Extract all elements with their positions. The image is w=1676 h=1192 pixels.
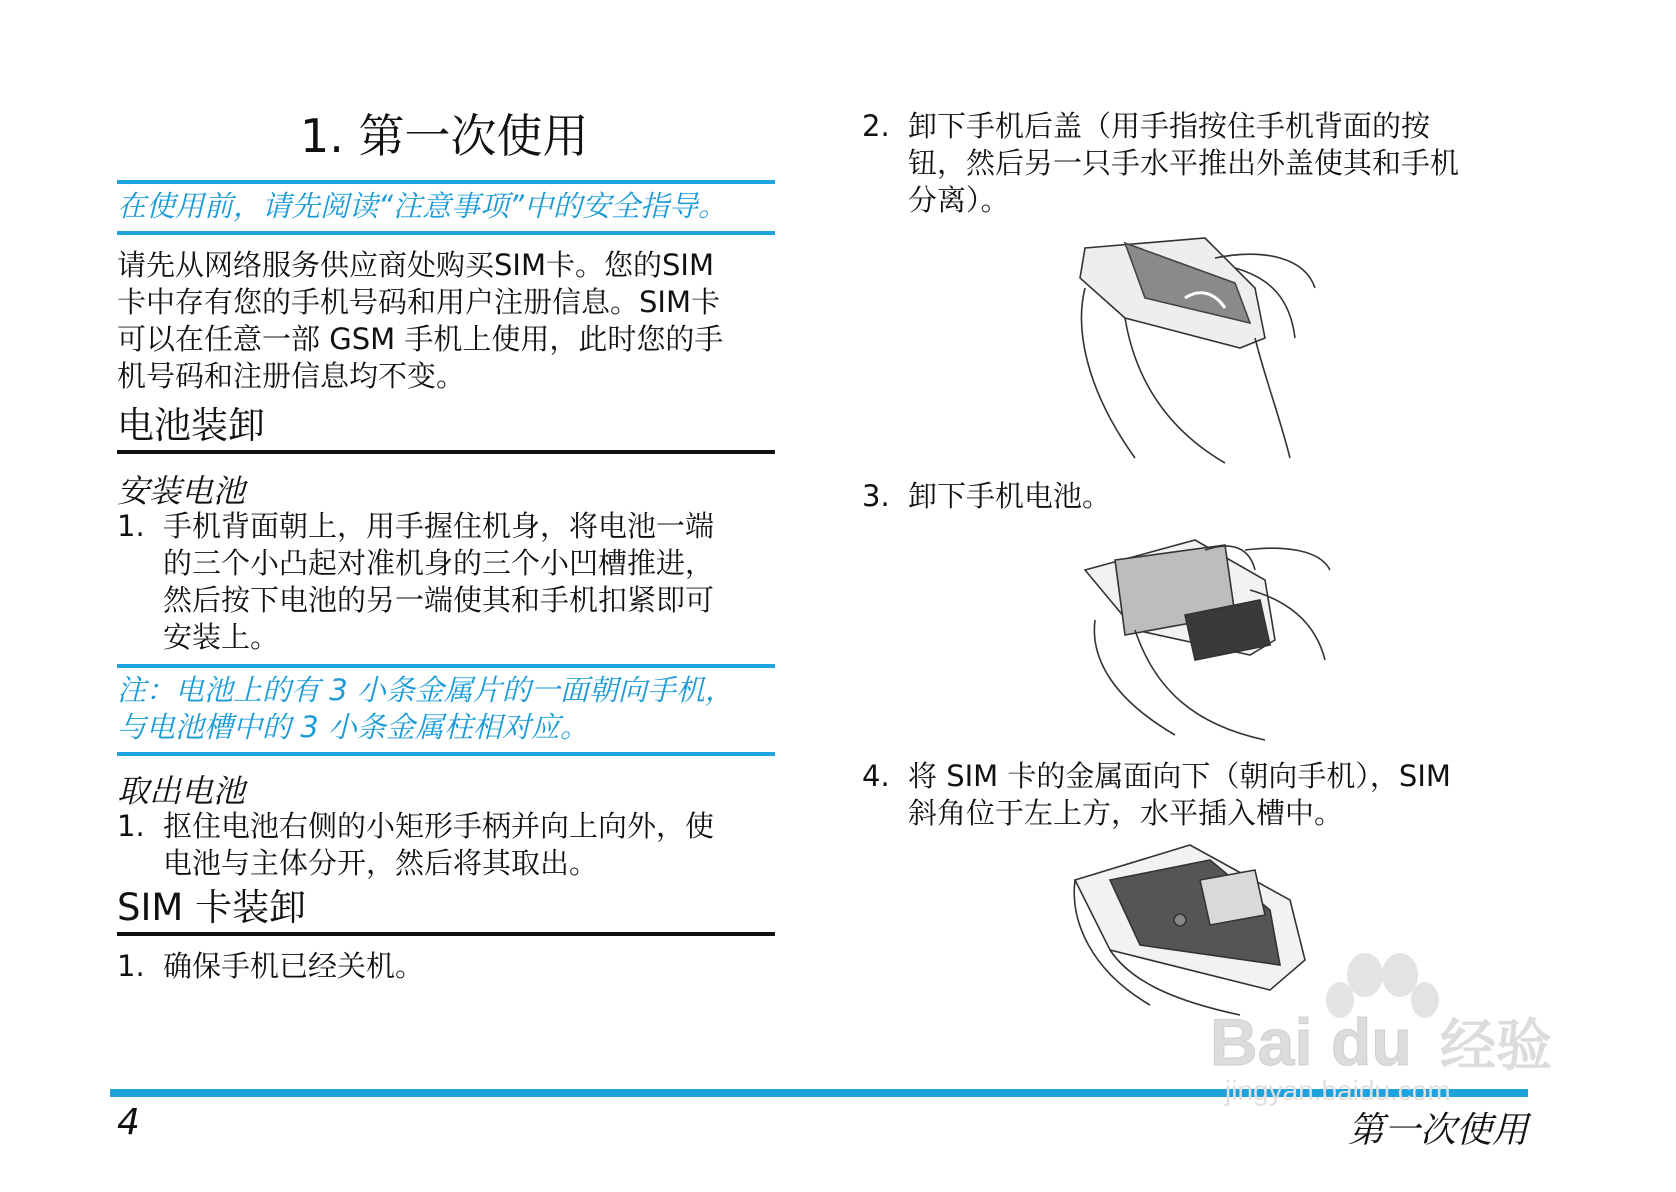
battery-contact-note: 注：电池上的有 3 小条金属片的一面朝向手机， 与电池槽中的 3 小条金属柱相对应。 bbox=[117, 664, 775, 756]
subheading-install-battery: 安装电池 bbox=[117, 472, 246, 510]
step-4-insert-sim: 4. 将 SIM 卡的金属面向下（朝向手机），SIM 斜角位于左上方，水平插入槽中。 bbox=[862, 759, 1451, 830]
watermark-brand: Bai du bbox=[1210, 1005, 1412, 1079]
subheading-remove-battery: 取出电池 bbox=[117, 772, 246, 810]
safety-note-text: 在使用前，请先阅读“注意事项”中的安全指导。 bbox=[117, 189, 728, 223]
install-step: 1. 手机背面朝上，用手握住机身，将电池一端 的三个小凸起对准机身的三个小凹槽推进， 然后按下电池的另一端使其和手机扣紧即可 安装上。 bbox=[117, 509, 715, 654]
intro-paragraph: 请先从网络服务供应商处购买SIM卡。您的SIM 卡中存有您的手机号码和用户注册信息。SIM卡 可以在任意一部 GSM 手机上使用，此时您的手 机号码和注册信息均不变。 bbox=[117, 248, 724, 393]
section-heading-sim: SIM 卡装卸 bbox=[117, 884, 775, 936]
paw-icon bbox=[1200, 950, 1560, 1110]
remove-battery-illustration bbox=[1075, 530, 1335, 745]
page-number: 4 bbox=[117, 1102, 140, 1143]
watermark-suffix: 经验 bbox=[1440, 1014, 1552, 1079]
watermark-url: jingyan.baidu.com bbox=[1225, 1075, 1451, 1106]
page-title: 1. 第一次使用 bbox=[300, 109, 589, 163]
baidu-watermark bbox=[1200, 950, 1560, 1114]
footer-chapter-title: 第一次使用 bbox=[1347, 1110, 1528, 1151]
remove-cover-illustration bbox=[1065, 228, 1320, 468]
sim-step-1: 1. 确保手机已经关机。 bbox=[117, 949, 425, 983]
step-3-remove-battery: 3. 卸下手机电池。 bbox=[862, 479, 1112, 513]
remove-step: 1. 抠住电池右侧的小矩形手柄并向上向外，使 电池与主体分开，然后将其取出。 bbox=[117, 809, 715, 880]
section-heading-battery: 电池装卸 bbox=[117, 402, 775, 454]
safety-note bbox=[117, 180, 775, 235]
step-2-remove-cover: 2. 卸下手机后盖（用手指按住手机背面的按 钮，然后另一只手水平推出外盖使其和手机 分离）。 bbox=[862, 109, 1460, 217]
